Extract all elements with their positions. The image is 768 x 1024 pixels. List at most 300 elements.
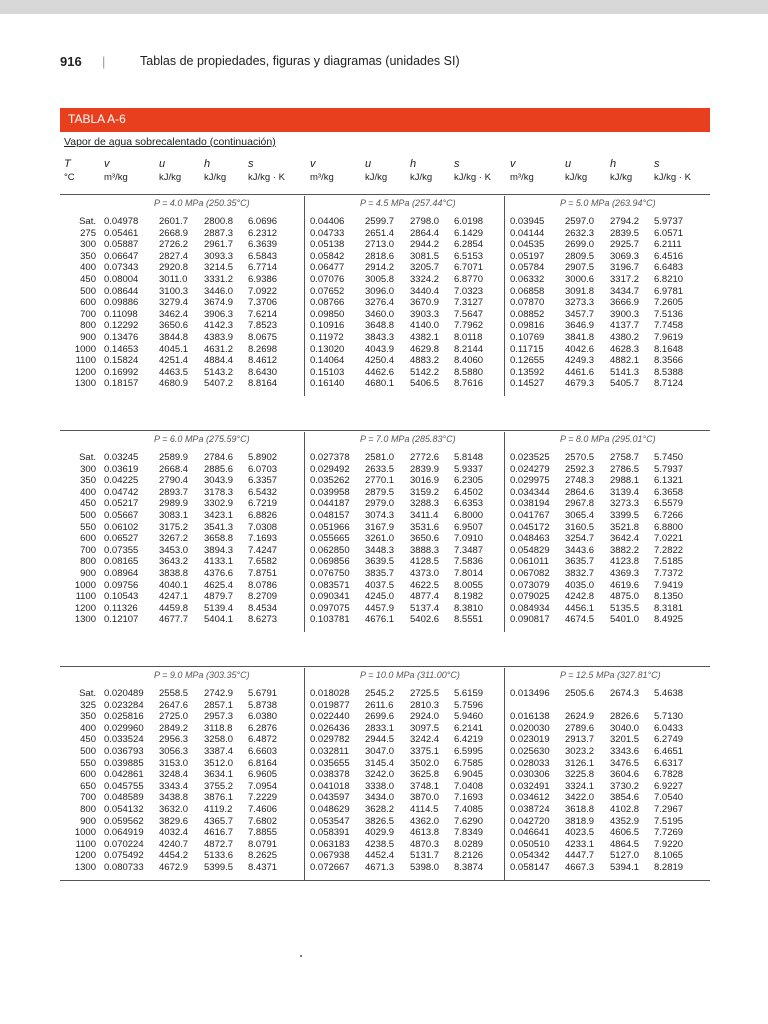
table-cell: 4679.3 — [565, 378, 595, 390]
table-cell: 4035.0 — [565, 579, 595, 591]
table-cell: 2864.6 — [565, 486, 595, 498]
table-cell: 3448.3 — [365, 544, 395, 556]
group-divider — [304, 432, 305, 632]
table-cell: 3279.4 — [159, 297, 189, 309]
table-cell: 0.08004 — [104, 273, 139, 285]
table-cell: 0.15824 — [104, 355, 139, 367]
table-cell: 6.5995 — [454, 745, 484, 757]
table-cell: 3838.8 — [159, 567, 189, 579]
table-cell: 7.0954 — [248, 780, 278, 792]
temperature-cell: 1000 — [74, 579, 96, 591]
table-cell: 3016.9 — [410, 475, 440, 487]
table-cell: 0.032811 — [310, 745, 349, 757]
header-h: h — [610, 158, 617, 170]
table-cell: 0.14527 — [510, 378, 545, 390]
table-cell: 8.0675 — [248, 331, 278, 343]
header-s: s — [248, 158, 254, 170]
table-cell: 4023.5 — [565, 827, 595, 839]
block-rule — [60, 666, 710, 667]
table-cell: 6.0380 — [248, 711, 278, 723]
table-cell: 8.6273 — [248, 614, 278, 626]
table-cell: 0.083571 — [310, 579, 350, 591]
table-cell: 3153.0 — [159, 757, 189, 769]
table-cell: 4238.5 — [365, 838, 395, 850]
table-cell: 0.058147 — [510, 861, 550, 873]
table-cell: 5142.2 — [410, 366, 440, 378]
temperature-cell: 900 — [80, 815, 96, 827]
temperature-cell: 700 — [80, 308, 96, 320]
table-cell: 0.10543 — [104, 591, 139, 603]
table-cell: 0.038378 — [310, 769, 350, 781]
table-cell: 2989.9 — [159, 498, 189, 510]
table-cell: 3043.9 — [204, 475, 234, 487]
table-cell: 4676.1 — [365, 614, 395, 626]
table-cell: 7.0221 — [654, 533, 684, 545]
table-cell: 3324.2 — [410, 273, 440, 285]
table-cell: 7.1693 — [248, 533, 278, 545]
table-cell: 5137.4 — [410, 602, 440, 614]
table-cell: 6.6603 — [248, 745, 278, 757]
table-cell: 4240.7 — [159, 838, 189, 850]
temperature-cell: 700 — [80, 544, 96, 556]
table-cell: 8.7616 — [454, 378, 484, 390]
table-cell: 0.018028 — [310, 688, 350, 699]
table-cell: 2699.6 — [365, 711, 395, 723]
value-column — [159, 216, 188, 390]
table-cell: 0.035262 — [310, 475, 350, 487]
table-cell: 0.019877 — [310, 699, 350, 711]
table-cell: 6.6483 — [654, 262, 684, 274]
table-cell: 0.05461 — [104, 227, 139, 239]
table-cell: 0.025816 — [104, 711, 144, 723]
table-cell: 2668.4 — [159, 463, 189, 475]
table-cell: 0.035655 — [310, 757, 350, 769]
table-cell: 4373.0 — [410, 567, 440, 579]
table-cell: 7.9419 — [654, 579, 684, 591]
table-cell: 2597.0 — [565, 216, 595, 227]
table-cell: 0.075492 — [104, 850, 144, 862]
table-cell: 3604.6 — [610, 769, 640, 781]
table-cell: 6.9605 — [248, 769, 278, 781]
table-cell: 4362.0 — [410, 815, 440, 827]
table-cell: 3832.7 — [565, 567, 595, 579]
table-cell: 2611.6 — [365, 699, 394, 711]
table-cell: 5402.6 — [410, 614, 440, 626]
table-cell: 0.04406 — [310, 216, 345, 227]
table-cell: 3375.1 — [410, 745, 440, 757]
table-cell: 2809.5 — [565, 250, 595, 262]
table-cell: 0.05842 — [310, 250, 345, 262]
table-cell: 6.2749 — [654, 734, 684, 746]
table-cell: 0.033524 — [104, 734, 144, 746]
table-cell: 2699.0 — [565, 239, 595, 251]
header-u-unit: kJ/kg — [365, 172, 388, 183]
table-cell: 0.062850 — [310, 544, 350, 556]
table-cell: 3642.4 — [610, 533, 640, 545]
table-cell: 3273.3 — [565, 297, 595, 309]
value-column — [410, 688, 439, 874]
table-cell: 3835.7 — [365, 567, 395, 579]
value-column — [454, 688, 483, 874]
table-cell: 3254.7 — [565, 533, 595, 545]
table-cell: 7.3706 — [248, 297, 278, 309]
table-cell: 4380.2 — [610, 331, 640, 343]
table-cell: 2633.5 — [365, 463, 395, 475]
table-cell: 3502.0 — [410, 757, 440, 769]
table-cell: 7.2967 — [654, 803, 684, 815]
temperature-cell: 800 — [80, 320, 96, 332]
table-cell: 4365.7 — [204, 815, 234, 827]
table-cell: 7.3127 — [454, 297, 484, 309]
table-cell: 5.6159 — [454, 688, 484, 699]
value-column — [510, 452, 550, 626]
header-s-unit: kJ/kg · K — [248, 172, 285, 183]
table-cell: 3100.3 — [159, 285, 189, 297]
table-cell: 0.054342 — [510, 850, 550, 862]
table-cell: 2920.8 — [159, 262, 189, 274]
table-cell: 4461.6 — [565, 366, 595, 378]
table-cell: 0.063183 — [310, 838, 350, 850]
table-cell: 3438.8 — [159, 792, 189, 804]
table-cell: 0.14653 — [104, 343, 139, 355]
table-cell: 6.6353 — [454, 498, 484, 510]
table-cell: 0.020489 — [104, 688, 144, 699]
table-cell: 3618.8 — [565, 803, 595, 815]
table-cell: 0.067938 — [310, 850, 350, 862]
table-cell: 4376.6 — [204, 567, 234, 579]
table-cell: 0.050510 — [510, 838, 550, 850]
table-cell: 5.8148 — [454, 452, 484, 463]
temperature-cell: 1100 — [75, 591, 96, 603]
table-cell: 2570.5 — [565, 452, 595, 463]
table-cell: 0.048589 — [104, 792, 144, 804]
table-cell: 8.2698 — [248, 343, 278, 355]
table-cell: 3460.0 — [365, 308, 395, 320]
table-cell: 6.1429 — [454, 227, 484, 239]
table-cell: 3632.0 — [159, 803, 189, 815]
table-cell: 3011.0 — [159, 273, 188, 285]
table-cell: 3650.6 — [410, 533, 440, 545]
table-cell: 4882.1 — [610, 355, 640, 367]
table-cell: 8.3181 — [654, 602, 684, 614]
table-cell: 2907.5 — [565, 262, 595, 274]
table-cell: 6.5153 — [454, 250, 484, 262]
table-cell: 5.7450 — [654, 452, 684, 463]
table-cell: 2713.0 — [365, 239, 395, 251]
group-divider — [304, 196, 305, 396]
table-cell: 6.0433 — [654, 722, 684, 734]
table-cell: 5127.0 — [610, 850, 640, 862]
table-cell: 3126.1 — [565, 757, 595, 769]
table-cell: 3175.2 — [159, 521, 189, 533]
table-cell: 0.023284 — [104, 699, 144, 711]
table-cell: 4032.4 — [159, 827, 189, 839]
table-cell: 0.04733 — [310, 227, 345, 239]
table-cell: 0.051966 — [310, 521, 350, 533]
table-cell: 4133.1 — [204, 556, 234, 568]
table-cell: 0.028033 — [510, 757, 550, 769]
table-cell: 3399.5 — [610, 509, 640, 521]
table-cell: 0.053547 — [310, 815, 350, 827]
table-cell: 2748.3 — [565, 475, 595, 487]
block-rule — [60, 430, 710, 431]
table-cell: 3040.0 — [610, 722, 640, 734]
table-cell: 6.9781 — [654, 285, 684, 297]
table-cell: 3462.4 — [159, 308, 189, 320]
table-cell: 3521.8 — [610, 521, 640, 533]
table-cell: 6.8826 — [248, 509, 278, 521]
table-cell: 0.10916 — [310, 320, 345, 332]
header-u-unit: kJ/kg — [159, 172, 182, 183]
table-cell: 3457.7 — [565, 308, 595, 320]
value-column — [159, 452, 188, 626]
table-cell: 0.032491 — [510, 780, 550, 792]
table-cell: 0.079025 — [510, 591, 550, 603]
table-cell: 4674.5 — [565, 614, 595, 626]
table-cell — [510, 700, 550, 712]
table-cell: 0.13476 — [104, 331, 139, 343]
table-cell: 3411.4 — [410, 509, 439, 521]
table-cell: 3242.4 — [410, 734, 440, 746]
table-cell: 2957.3 — [204, 711, 234, 723]
table-cell: 3093.3 — [204, 250, 234, 262]
table-cell: 3900.3 — [610, 308, 640, 320]
header-h: h — [410, 158, 417, 170]
table-cell: 2800.8 — [204, 216, 234, 227]
table-cell: 0.020030 — [510, 722, 550, 734]
column-headers — [60, 158, 710, 194]
table-cell: 0.14064 — [310, 355, 345, 367]
table-cell: 3097.5 — [410, 722, 440, 734]
table-cell: 4877.4 — [410, 591, 440, 603]
table-cell: 3273.3 — [610, 498, 640, 510]
table-cell: 3145.4 — [365, 757, 395, 769]
table-cell: 0.08964 — [104, 567, 139, 579]
table-cell: 0.029492 — [310, 463, 350, 475]
table-cell: 6.4219 — [454, 734, 484, 746]
table-cell: 8.2144 — [454, 343, 484, 355]
value-column — [610, 688, 639, 874]
table-cell: 8.2625 — [248, 850, 278, 862]
header-h-unit: kJ/kg — [410, 172, 433, 183]
table-cell: 0.12292 — [104, 320, 139, 332]
table-cell: 6.2876 — [248, 722, 278, 734]
table-cell: 0.05217 — [104, 498, 139, 510]
pressure-label: P = 5.0 MPa (263.94°C) — [560, 198, 656, 208]
table-cell: 2924.0 — [410, 711, 440, 723]
table-cell: 4029.9 — [365, 827, 395, 839]
value-column — [159, 688, 188, 874]
table-cell: 4245.0 — [365, 591, 395, 603]
table-cell: 0.090817 — [510, 614, 550, 626]
table-cell: 3643.2 — [159, 556, 189, 568]
header-t: T — [64, 158, 71, 170]
table-cell: 2742.9 — [204, 688, 234, 699]
table-cell: 0.04144 — [510, 227, 545, 239]
table-cell: 3882.2 — [610, 544, 640, 556]
table-cell: 3826.5 — [365, 815, 395, 827]
table-cell: 8.7124 — [654, 378, 684, 390]
table-cell: 6.4651 — [654, 745, 684, 757]
table-cell: 4463.5 — [159, 366, 189, 378]
table-cell: 4452.4 — [365, 850, 395, 862]
value-column — [248, 452, 277, 626]
table-cell: 3531.6 — [410, 521, 440, 533]
table-cell: 8.4534 — [248, 602, 278, 614]
table-cell: 7.1693 — [454, 792, 484, 804]
table-cell: 0.097075 — [310, 602, 350, 614]
table-cell: 0.059562 — [104, 815, 144, 827]
table-cell: 4119.2 — [204, 803, 233, 815]
table-cell: 2810.3 — [410, 699, 440, 711]
table-cell: 2624.9 — [565, 711, 595, 723]
table-cell: 8.1982 — [454, 591, 484, 603]
table-cell: 0.13592 — [510, 366, 545, 378]
table-cell: 0.076750 — [310, 567, 350, 579]
table-cell: 5394.1 — [610, 861, 640, 873]
table-cell: 5.7596 — [454, 699, 484, 711]
table-cell: 5141.3 — [610, 366, 640, 378]
table-cell: 4671.3 — [365, 861, 395, 873]
temperature-cell: 1100 — [75, 355, 96, 367]
table-cell: 3423.1 — [204, 509, 234, 521]
table-cell: 3748.1 — [410, 780, 440, 792]
table-cell: 4249.3 — [565, 355, 595, 367]
table-cell: 5401.0 — [610, 614, 640, 626]
pressure-label: P = 9.0 MPa (303.35°C) — [154, 670, 250, 680]
temperature-cell: 900 — [80, 331, 96, 343]
value-column — [654, 452, 683, 626]
value-column — [365, 688, 394, 874]
table-cell: 4140.0 — [410, 320, 440, 332]
table-cell: 0.023019 — [510, 734, 550, 746]
table-cell: 6.0571 — [654, 227, 684, 239]
table-cell: 7.4085 — [454, 803, 484, 815]
table-cell: 3276.4 — [365, 297, 395, 309]
table-cell: 4619.6 — [610, 579, 640, 591]
table-cell: 0.11098 — [104, 308, 138, 320]
table-cell: 7.0408 — [454, 780, 484, 792]
table-cell: 0.041018 — [310, 780, 350, 792]
value-column — [248, 688, 277, 874]
table-cell: 3903.3 — [410, 308, 440, 320]
table-cell: 2632.3 — [565, 227, 595, 239]
table-cell: 7.2229 — [248, 792, 278, 804]
value-column — [204, 452, 233, 626]
table-cell: 6.8770 — [454, 273, 484, 285]
table-cell: 4864.5 — [610, 838, 640, 850]
table-cell: 3648.8 — [365, 320, 395, 332]
table-cell: 7.5185 — [654, 556, 684, 568]
table-cell: 0.067082 — [510, 567, 550, 579]
value-column — [310, 688, 350, 874]
value-column — [410, 452, 439, 626]
table-bottom-rule — [60, 880, 710, 881]
value-column — [365, 216, 394, 390]
value-column — [654, 688, 683, 874]
pressure-label: P = 7.0 MPa (285.83°C) — [360, 434, 456, 444]
table-cell: 3446.0 — [204, 285, 234, 297]
table-cell: 6.7828 — [654, 769, 684, 781]
table-cell: 6.0696 — [248, 216, 278, 227]
table-cell: 7.5195 — [654, 815, 684, 827]
table-cell: 3288.3 — [410, 498, 440, 510]
table-cell: 6.3658 — [654, 486, 684, 498]
table-cell: 8.4371 — [248, 861, 278, 873]
table-cell: 0.04535 — [510, 239, 545, 251]
table-cell: 3047.0 — [365, 745, 395, 757]
table-cell: 3069.3 — [610, 250, 640, 262]
temperature-cell: 600 — [80, 297, 96, 309]
table-cell: 0.05197 — [510, 250, 545, 262]
value-column — [310, 452, 350, 626]
table-cell: 0.039885 — [104, 757, 144, 769]
table-cell: 4462.6 — [365, 366, 395, 378]
table-cell: 2794.2 — [610, 216, 640, 227]
table-cell: 7.7962 — [454, 320, 484, 332]
table-cell: 7.5647 — [454, 308, 484, 320]
table-cell: 0.09816 — [510, 320, 545, 332]
table-cell: 3906.3 — [204, 308, 234, 320]
table-cell: 4123.8 — [610, 556, 640, 568]
table-cell: 0.12655 — [510, 355, 545, 367]
temperature-cell: 700 — [80, 792, 96, 804]
table-cell: 8.0786 — [248, 579, 278, 591]
table-cell: 0.06527 — [104, 533, 139, 545]
table-cell — [610, 700, 639, 712]
table-cell: 8.0055 — [454, 579, 484, 591]
table-cell: 0.03619 — [104, 463, 139, 475]
temperature-cell: 1300 — [74, 861, 96, 873]
table-cell: 4456.1 — [565, 602, 595, 614]
table-cell: 4628.3 — [610, 343, 640, 355]
table-cell: 0.16992 — [104, 366, 139, 378]
header-v-unit: m³/kg — [310, 172, 334, 183]
table-cell: 3023.2 — [565, 745, 595, 757]
table-cell: 3338.0 — [365, 780, 395, 792]
table-cell: 2979.0 — [365, 498, 395, 510]
header-h-unit: kJ/kg — [610, 172, 633, 183]
table-cell: 4613.8 — [410, 827, 440, 839]
table-cell: 0.05667 — [104, 509, 139, 521]
table-cell: 6.3639 — [248, 239, 278, 251]
table-cell: 0.03245 — [104, 452, 139, 463]
table-cell: 0.06858 — [510, 285, 545, 297]
temperature-cell: 1200 — [74, 850, 96, 862]
table-cell: 7.8855 — [248, 827, 278, 839]
table-cell: 0.048157 — [310, 509, 350, 521]
table-cell: 3005.8 — [365, 273, 395, 285]
table-cell: 4352.9 — [610, 815, 640, 827]
temperature-cell: Sat. — [79, 688, 96, 699]
temperature-cell: 550 — [80, 757, 96, 769]
table-cell: 0.046641 — [510, 827, 550, 839]
table-cell: 0.064919 — [104, 827, 144, 839]
table-cell: 0.041767 — [510, 509, 550, 521]
table-cell: 7.4606 — [248, 803, 278, 815]
table-cell: 0.054132 — [104, 803, 144, 815]
table-cell: 0.026436 — [310, 722, 350, 734]
table-cell: 5139.4 — [204, 602, 234, 614]
table-cell: 2647.6 — [159, 699, 189, 711]
table-cell: 4677.7 — [159, 614, 189, 626]
table-cell: 0.08852 — [510, 308, 545, 320]
table-cell: 4625.4 — [204, 579, 234, 591]
table-cell: 3818.9 — [565, 815, 595, 827]
table-cell: 4616.7 — [204, 827, 234, 839]
table-cell: 0.061011 — [510, 556, 549, 568]
table-cell: 2893.7 — [159, 486, 189, 498]
